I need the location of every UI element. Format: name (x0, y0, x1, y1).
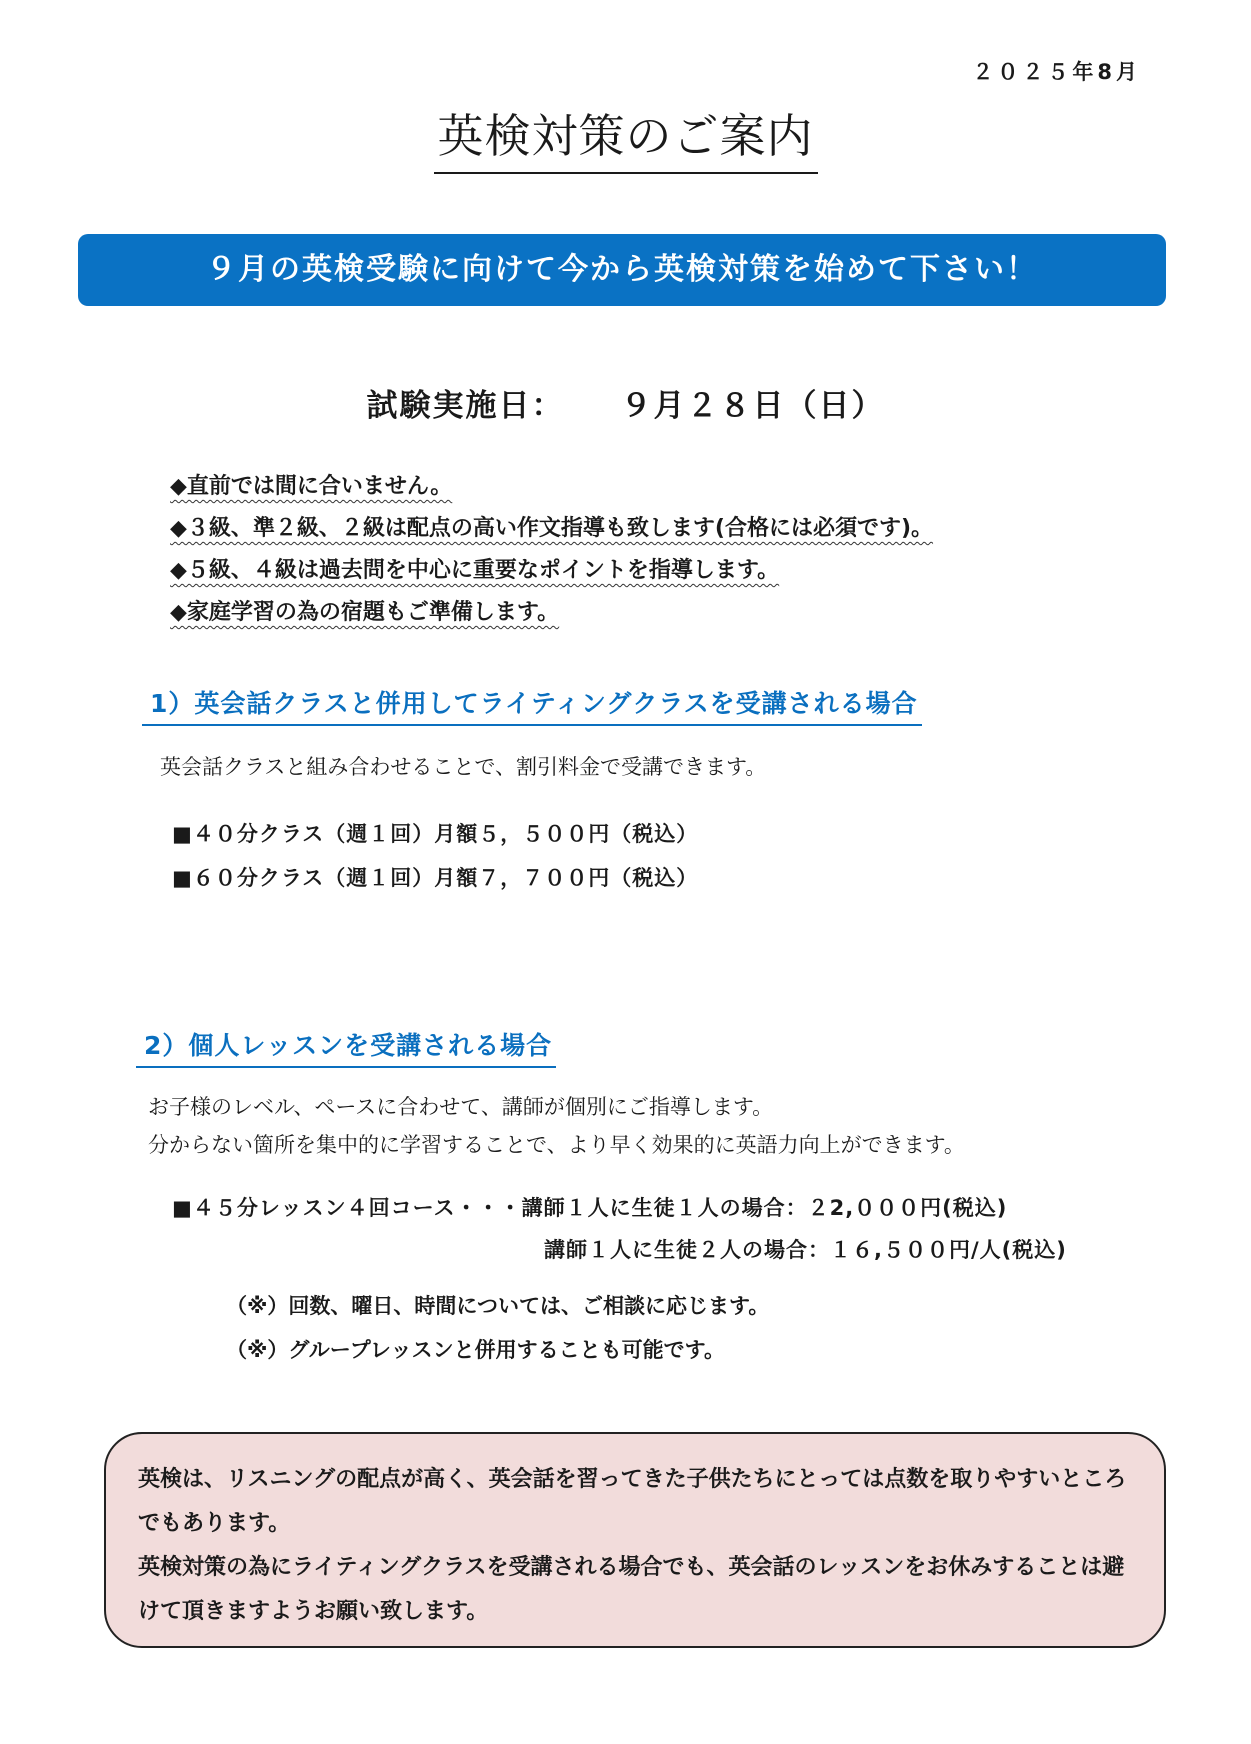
key-point: ◆３級、準２級、２級は配点の高い作文指導も致します(合格には必須です)。 (170, 516, 934, 541)
section1-heading: 1）英会話クラスと併用してライティングクラスを受講される場合 (142, 684, 922, 726)
page-title (0, 100, 1251, 174)
notes-list (226, 1284, 769, 1372)
notice-box (104, 1432, 1166, 1648)
key-point: ◆直前では間に合いません。 (170, 474, 453, 499)
lesson-price-line-1: ■４５分レッスン４回コース・・・講師１人に生徒１人の場合：２2,０００円(税込) (172, 1196, 1008, 1220)
section1-description: 英会話クラスと組み合わせることで、割引料金で受講できます。 (160, 755, 767, 779)
lesson-price-line-2: 講師１人に生徒２人の場合：１６,５００円/人(税込) (544, 1238, 1067, 1262)
description-line: お子様のレベル、ペースに合わせて、講師が個別にご指導します。 (148, 1095, 774, 1119)
exam-date-value: ９月２８日（日） (620, 388, 885, 424)
price-item: ■４０分クラス（週１回）月額５，５００円（税込） (172, 822, 699, 846)
note-item: （※）グループレッスンと併用することも可能です。 (226, 1338, 726, 1362)
notice-paragraph: 英検は、リスニングの配点が高く、英会話を習ってきた子供たちにとっては点数を取りやすいところでもあります。 (138, 1467, 1127, 1536)
key-point: ◆５級、４級は過去問を中心に重要なポイントを指導します。 (170, 558, 780, 583)
section2-description (148, 1088, 965, 1164)
headline-banner: ９月の英検受験に向けて今から英検対策を始めて下さい！ (78, 234, 1166, 306)
notice-paragraph: 英検対策の為にライティングクラスを受講される場合でも、英会話のレッスンをお休みすることは避けて頂きますようお願い致します。 (138, 1555, 1125, 1624)
page-title-text: 英検対策のご案内 (434, 100, 818, 174)
exam-date-label: 試験実施日： (366, 388, 565, 424)
note-item: （※）回数、曜日、時間については、ご相談に応じます。 (226, 1294, 770, 1318)
key-points-list (170, 472, 933, 640)
key-point: ◆家庭学習の為の宿題もご準備します。 (170, 600, 560, 625)
document-date: ２０２５年8月 (972, 60, 1141, 84)
section1-price-list (172, 812, 698, 900)
price-item: ■６０分クラス（週１回）月額７，７００円（税込） (172, 866, 699, 890)
section2-heading: 2）個人レッスンを受講される場合 (136, 1026, 556, 1068)
description-line: 分からない箇所を集中的に学習することで、より早く効果的に英語力向上ができます。 (148, 1133, 965, 1157)
exam-date-line (0, 380, 1251, 425)
